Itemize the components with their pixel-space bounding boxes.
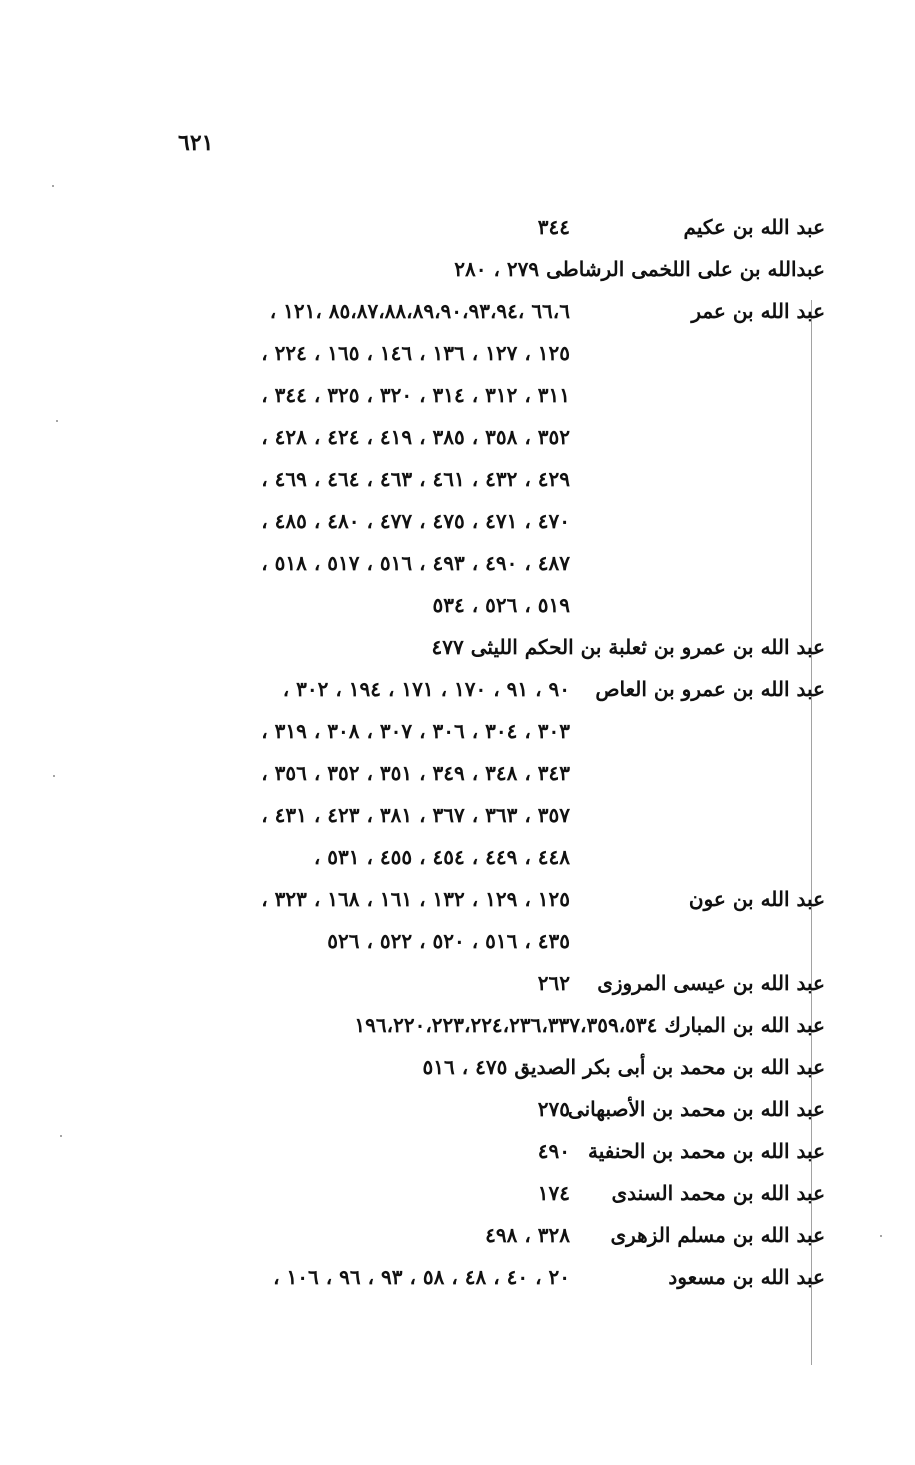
entry-pages: ٤٩٠ bbox=[537, 1139, 570, 1163]
entry-name: عبد الله بن محمد السندى bbox=[611, 1181, 825, 1205]
index-entry bbox=[170, 1130, 825, 1172]
entry-name: عبد الله بن مسلم الزهرى bbox=[610, 1223, 825, 1247]
index-continuation bbox=[170, 500, 825, 542]
index-continuation bbox=[170, 584, 825, 626]
entry-pages: ٢٦٢ bbox=[537, 971, 570, 995]
entry-pages: ٣٢٨ ، ٤٩٨ bbox=[485, 1223, 570, 1247]
entry-pages: ٩٠ ، ٩١ ، ١٧٠ ، ١٧١ ، ١٩٤ ، ٣٠٢ ، bbox=[282, 677, 570, 701]
index-entry bbox=[170, 1214, 825, 1256]
index-continuation bbox=[170, 752, 825, 794]
index-entry bbox=[170, 878, 825, 920]
index-entry bbox=[170, 290, 825, 332]
index-entry bbox=[170, 1256, 825, 1298]
page-number: ٦٢١ bbox=[178, 130, 214, 156]
index-continuation bbox=[170, 836, 825, 878]
entry-text: عبد الله بن المبارك ١٩٦،٢٢٠،٢٢٣،٢٢٤،٢٣٦،٣٣٧،٣٥٩،٥٣٤ bbox=[354, 1013, 825, 1037]
index-continuation bbox=[170, 710, 825, 752]
index-continuation bbox=[170, 794, 825, 836]
entry-pages: ٦٦،٦ ،٨٥،٨٧،٨٨،٨٩،٩٠،٩٣،٩٤ ،١٢١ ، bbox=[269, 299, 570, 323]
entry-name: عبد الله بن مسعود bbox=[668, 1265, 825, 1289]
entry-pages: ٣١١ ، ٣١٢ ، ٣١٤ ، ٣٢٠ ، ٣٢٥ ، ٣٤٤ ، bbox=[261, 383, 570, 407]
index-continuation bbox=[170, 332, 825, 374]
entry-pages: ٢٧٥ bbox=[537, 1097, 570, 1121]
index-entry bbox=[170, 1172, 825, 1214]
entry-pages: ١٢٥ ، ١٢٧ ، ١٣٦ ، ١٤٦ ، ١٦٥ ، ٢٢٤ ، bbox=[261, 341, 570, 365]
entry-name: عبد الله بن محمد بن الحنفية bbox=[587, 1139, 825, 1163]
entry-name: عبد الله بن عيسى المروزى bbox=[597, 971, 825, 995]
index-entry bbox=[170, 248, 825, 290]
entry-pages: ٣٤٣ ، ٣٤٨ ، ٣٤٩ ، ٣٥١ ، ٣٥٢ ، ٣٥٦ ، bbox=[261, 761, 570, 785]
entry-text: عبد الله بن محمد بن أبى بكر الصديق ٤٧٥ ، ٥١٦ bbox=[422, 1055, 825, 1079]
entry-pages: ٣٤٤ bbox=[537, 215, 570, 239]
index-list bbox=[170, 206, 825, 1298]
scan-speck bbox=[52, 185, 54, 187]
index-entry bbox=[170, 668, 825, 710]
entry-name: عبد الله بن عون bbox=[688, 887, 825, 911]
index-entry bbox=[170, 1004, 825, 1046]
index-entry bbox=[170, 206, 825, 248]
entry-pages: ٤٨٧ ، ٤٩٠ ، ٤٩٣ ، ٥١٦ ، ٥١٧ ، ٥١٨ ، bbox=[261, 551, 570, 575]
scan-speck bbox=[53, 775, 55, 777]
index-continuation bbox=[170, 416, 825, 458]
entry-pages: ١٧٤ bbox=[537, 1181, 570, 1205]
scan-speck bbox=[60, 1135, 62, 1137]
entry-name: عبد الله بن عكيم bbox=[683, 215, 825, 239]
entry-pages: ٢٠ ، ٤٠ ، ٤٨ ، ٥٨ ، ٩٣ ، ٩٦ ، ١٠٦ ، bbox=[273, 1265, 570, 1289]
entry-pages: ٥١٩ ، ٥٢٦ ، ٥٣٤ bbox=[432, 593, 570, 617]
scan-speck bbox=[56, 420, 58, 422]
entry-pages: ٣٠٣ ، ٣٠٤ ، ٣٠٦ ، ٣٠٧ ، ٣٠٨ ، ٣١٩ ، bbox=[261, 719, 570, 743]
entry-pages: ٣٥٧ ، ٣٦٣ ، ٣٦٧ ، ٣٨١ ، ٤٢٣ ، ٤٣١ ، bbox=[261, 803, 570, 827]
entry-pages: ٤٢٩ ، ٤٣٢ ، ٤٦١ ، ٤٦٣ ، ٤٦٤ ، ٤٦٩ ، bbox=[261, 467, 570, 491]
entry-pages: ١٢٥ ، ١٢٩ ، ١٣٢ ، ١٦١ ، ١٦٨ ، ٣٢٣ ، bbox=[261, 887, 570, 911]
entry-name: عبد الله بن عمر bbox=[691, 299, 825, 323]
entry-pages: ٤٤٨ ، ٤٤٩ ، ٤٥٤ ، ٤٥٥ ، ٥٣١ ، bbox=[313, 845, 570, 869]
entry-text: عبد الله بن عمرو بن ثعلبة بن الحكم الليثى ٤٧٧ bbox=[431, 635, 825, 659]
index-entry bbox=[170, 1046, 825, 1088]
index-continuation bbox=[170, 542, 825, 584]
index-entry bbox=[170, 626, 825, 668]
entry-text: عبدالله بن على اللخمى الرشاطى ٢٧٩ ، ٢٨٠ bbox=[454, 257, 825, 281]
entry-name: عبد الله بن عمرو بن العاص bbox=[595, 677, 825, 701]
scan-speck bbox=[880, 1235, 882, 1237]
index-continuation bbox=[170, 374, 825, 416]
index-entry bbox=[170, 962, 825, 1004]
entry-pages: ٤٣٥ ، ٥١٦ ، ٥٢٠ ، ٥٢٢ ، ٥٢٦ bbox=[327, 929, 570, 953]
entry-pages: ٤٧٠ ، ٤٧١ ، ٤٧٥ ، ٤٧٧ ، ٤٨٠ ، ٤٨٥ ، bbox=[261, 509, 570, 533]
index-continuation bbox=[170, 458, 825, 500]
index-continuation bbox=[170, 920, 825, 962]
index-entry bbox=[170, 1088, 825, 1130]
entry-pages: ٣٥٢ ، ٣٥٨ ، ٣٨٥ ، ٤١٩ ، ٤٢٤ ، ٤٢٨ ، bbox=[261, 425, 570, 449]
entry-name: عبد الله بن محمد بن الأصبهانى bbox=[567, 1097, 825, 1121]
